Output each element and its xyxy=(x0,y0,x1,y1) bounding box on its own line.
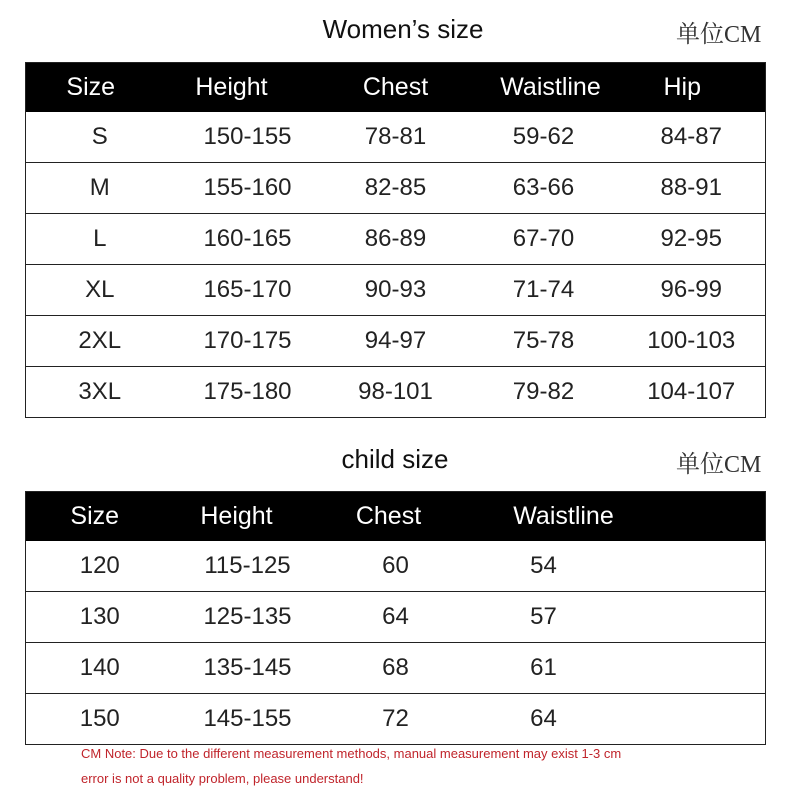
chest-cell: 68 xyxy=(322,643,470,694)
height-cell: 160-165 xyxy=(174,214,322,265)
table-row xyxy=(26,694,766,745)
chest-cell: 60 xyxy=(382,552,409,579)
waistline-cell: 57 xyxy=(470,592,618,643)
waistline-cell: 79-82 xyxy=(470,367,618,418)
hip-cell: 84-87 xyxy=(660,123,722,150)
table-header-row xyxy=(26,492,766,542)
size-cell: 140 xyxy=(26,643,174,694)
waistline-cell: 67-70 xyxy=(470,214,618,265)
empty-cell xyxy=(618,694,766,745)
size-cell: 150 xyxy=(26,694,174,745)
hip-cell: 96-99 xyxy=(618,265,766,316)
child-unit-label: 单位CM xyxy=(676,452,762,478)
height-cell: 150-155 xyxy=(203,123,292,150)
table-row xyxy=(26,592,766,643)
size-cell: S xyxy=(91,123,108,150)
size-cell: 3XL xyxy=(26,367,174,418)
size-cell: 130 xyxy=(26,592,174,643)
waistline-cell: 64 xyxy=(470,694,618,745)
table-header-row xyxy=(26,63,766,113)
measurement-note-line-1: CM Note: Due to the different measurement methods, manual measurement may exist 1-3 cm xyxy=(81,746,622,761)
height-cell: 135-145 xyxy=(174,643,322,694)
table-row xyxy=(26,643,766,694)
waistline-cell: 71-74 xyxy=(470,265,618,316)
empty-cell xyxy=(618,592,766,643)
height-cell: 170-175 xyxy=(174,316,322,367)
height-cell: 175-180 xyxy=(174,367,322,418)
height-cell: 145-155 xyxy=(174,694,322,745)
size-cell: L xyxy=(26,214,174,265)
waistline-cell: 54 xyxy=(530,552,557,579)
hip-cell: 92-95 xyxy=(618,214,766,265)
women-unit-label: 单位CM xyxy=(676,22,762,48)
chest-cell: 72 xyxy=(322,694,470,745)
hip-cell: 88-91 xyxy=(618,163,766,214)
waistline-cell: 75-78 xyxy=(470,316,618,367)
table-row xyxy=(26,265,766,316)
column-header-waistline: Waistline xyxy=(470,492,618,542)
column-header-hip: Hip xyxy=(618,63,766,113)
hip-cell: 104-107 xyxy=(618,367,766,418)
column-header-empty xyxy=(618,492,766,542)
column-header-height: Height xyxy=(174,63,322,113)
chest-cell: 78-81 xyxy=(364,123,427,150)
column-header-size: Size xyxy=(26,63,174,113)
table-row xyxy=(26,367,766,418)
size-cell: M xyxy=(26,163,174,214)
table-row xyxy=(26,163,766,214)
column-header-chest: Chest xyxy=(322,492,470,542)
column-header-size: Size xyxy=(26,492,174,542)
chest-cell: 64 xyxy=(322,592,470,643)
size-cell: 120 xyxy=(79,552,120,579)
size-cell: XL xyxy=(26,265,174,316)
measurement-note-line-2: error is not a quality problem, please understand! xyxy=(81,771,364,786)
chest-cell: 82-85 xyxy=(322,163,470,214)
height-cell: 125-135 xyxy=(174,592,322,643)
empty-cell xyxy=(618,541,766,592)
chest-cell: 86-89 xyxy=(322,214,470,265)
child-size-table xyxy=(25,491,766,745)
empty-cell xyxy=(618,643,766,694)
waistline-cell: 63-66 xyxy=(470,163,618,214)
column-header-waistline: Waistline xyxy=(470,63,618,113)
chest-cell: 98-101 xyxy=(322,367,470,418)
chest-cell: 94-97 xyxy=(322,316,470,367)
waistline-cell: 59-62 xyxy=(512,123,575,150)
waistline-cell: 61 xyxy=(470,643,618,694)
chest-cell: 90-93 xyxy=(322,265,470,316)
table-row xyxy=(26,112,766,163)
height-cell: 115-125 xyxy=(204,552,291,579)
table-row xyxy=(26,541,766,592)
height-cell: 165-170 xyxy=(174,265,322,316)
column-header-height: Height xyxy=(174,492,322,542)
table-row xyxy=(26,316,766,367)
women-size-title: Women’s size xyxy=(322,14,484,44)
column-header-chest: Chest xyxy=(322,63,470,113)
height-cell: 155-160 xyxy=(174,163,322,214)
size-cell: 2XL xyxy=(26,316,174,367)
hip-cell: 100-103 xyxy=(618,316,766,367)
women-size-table xyxy=(25,62,766,418)
child-size-title: child size xyxy=(341,444,449,474)
table-row xyxy=(26,214,766,265)
